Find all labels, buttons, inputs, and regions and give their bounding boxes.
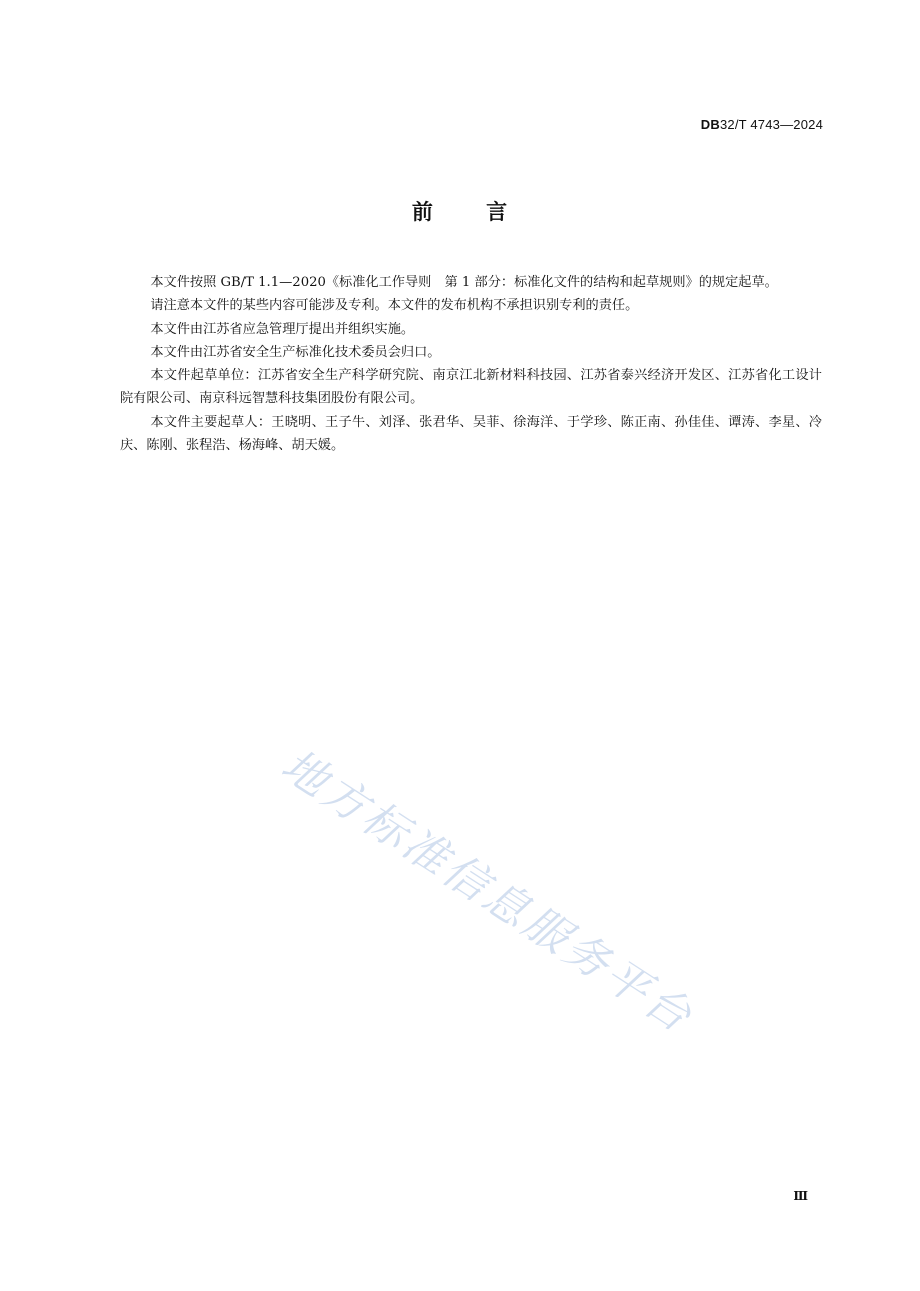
paragraph-drafters: 本文件主要起草人：王晓明、王子牛、刘泽、张君华、吴菲、徐海洋、于学珍、陈正南、孙佳佳、谭涛、李星、冷庆、陈刚、张程浩、杨海峰、胡天媛。: [120, 414, 822, 454]
foreword-body: [120, 271, 822, 457]
standard-code-number: 32/T 4743—2024: [719, 117, 823, 132]
standard-code-prefix: DB: [700, 117, 720, 132]
paragraph-patent-notice: 请注意本文件的某些内容可能涉及专利。本文件的发布机构不承担识别专利的责任。: [150, 298, 639, 314]
paragraph-proposer: 本文件由江苏省应急管理厅提出并组织实施。: [150, 321, 415, 337]
watermark: 地方标准信息服务平台: [272, 739, 703, 1044]
paragraph-drafting-rules: 本文件按照 GB/T 1.1—2020《标准化工作导则 第 1 部分：标准化文件的结构和起草规则》的规定起草。: [150, 275, 778, 290]
paragraph-technical-committee: 本文件由江苏省安全生产标准化技术委员会归口。: [150, 344, 441, 360]
standard-code: [701, 117, 823, 132]
page-title: 前 言: [411, 200, 509, 224]
paragraph-drafting-units: 本文件起草单位：江苏省安全生产科学研究院、南京江北新材料科技园、江苏省泰兴经济开发区、江苏省化工设计院有限公司、南京科远智慧科技集团股份有限公司。: [120, 368, 822, 407]
page-number: Ⅲ: [793, 1189, 808, 1203]
